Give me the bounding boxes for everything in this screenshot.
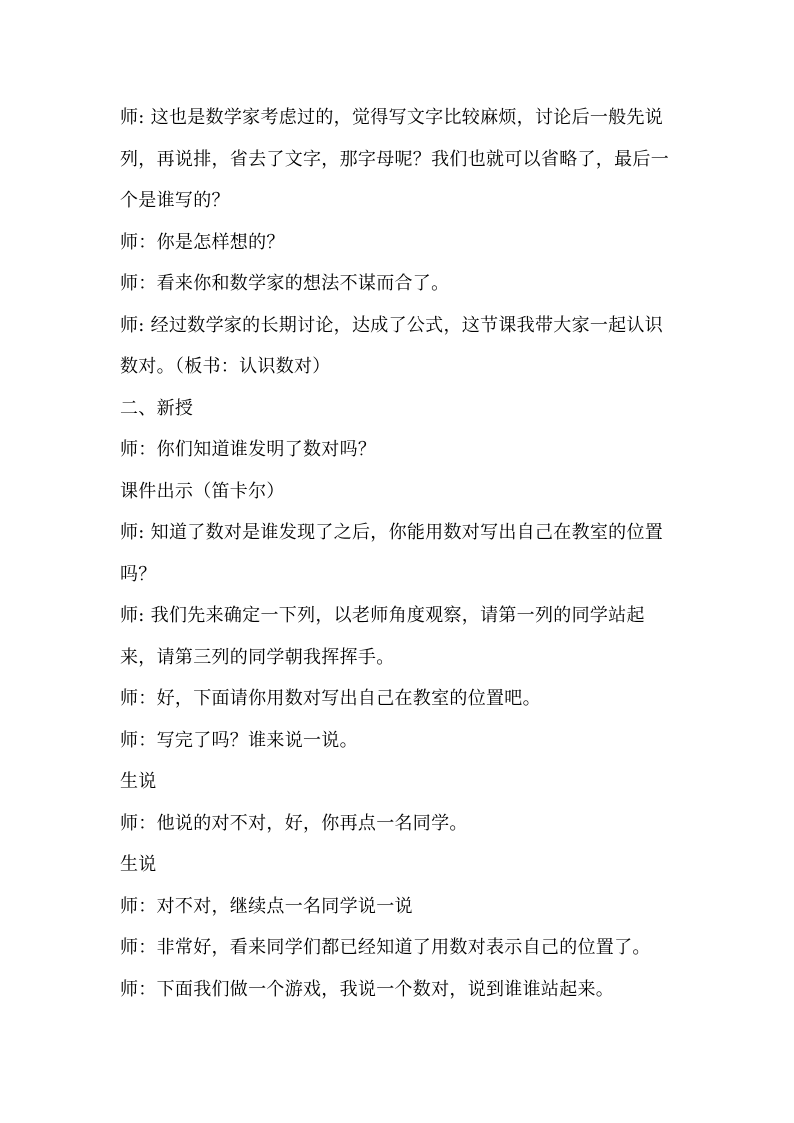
- paragraph-9: 师: 我们先来确定一下列，以老师角度观察，请第一列的同学站起来，请第三列的同学朝我挥挥手。: [120, 605, 645, 668]
- document-page: [120, 97, 680, 1010]
- paragraph-3: 师：看来你和数学家的想法不谋而合了。: [120, 273, 450, 294]
- paragraph-13: 师：他说的对不对，好，你再点一名同学。: [120, 812, 468, 834]
- paragraph-2: 师：你是怎样想的？: [120, 231, 285, 253]
- paragraph-4: 师: 经过数学家的长期讨论，达成了公式，这节课我带大家一起认识数对。（板书：认识数对）: [120, 314, 664, 377]
- paragraph-11: 师：写完了吗？谁来说一说。: [120, 729, 358, 751]
- section-heading-new-lesson: 二、新授: [120, 397, 194, 419]
- paragraph-15: 师：对不对，继续点一名同学说一说: [120, 895, 413, 917]
- paragraph-1: 师: 这也是数学家考虑过的，觉得写文字比较麻烦，讨论后一般先说列，再说排，省去了文字，那字母呢？我们也就可以省略了，最后一个是谁写的？: [120, 107, 669, 211]
- paragraph-12: 生说: [120, 771, 157, 792]
- paragraph-7: 课件出示（笛卡尔）: [120, 480, 285, 502]
- paragraph-10: 师：好，下面请你用数对写出自己在教室的位置吧。: [120, 688, 541, 709]
- paragraph-8: 师: 知道了数对是谁发现了之后，你能用数对写出自己在教室的位置吗？: [120, 522, 664, 585]
- paragraph-17: 师：下面我们做一个游戏，我说一个数对，说到谁谁站起来。: [120, 978, 615, 1000]
- paragraph-14: 生说: [120, 854, 157, 875]
- paragraph-16: 师：非常好，看来同学们都已经知道了用数对表示自己的位置了。: [120, 937, 651, 958]
- paragraph-6: 师：你们知道谁发明了数对吗？: [120, 439, 377, 460]
